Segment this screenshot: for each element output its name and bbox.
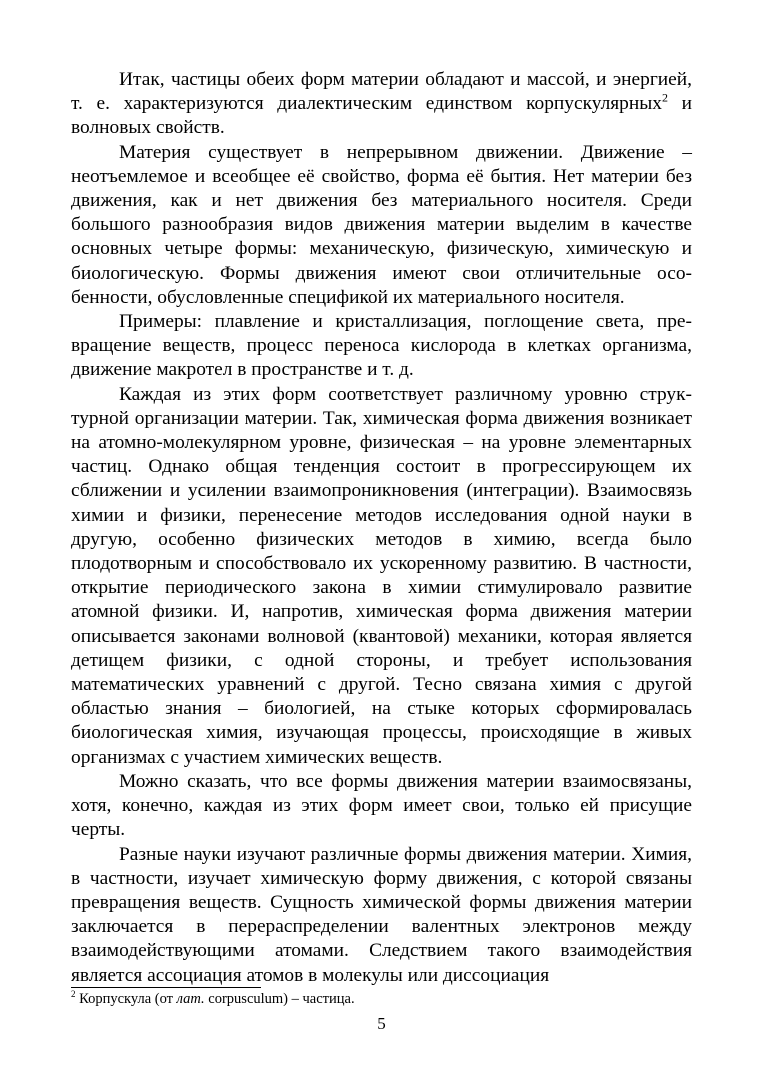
page-body xyxy=(71,68,692,988)
paragraph-1-text: Итак, частицы обеих форм материи обладают и массой, и энергией, т. е. характеризуются диалектическим единством корпускулярных xyxy=(71,69,692,115)
footnote xyxy=(71,990,355,1008)
footnote-prefix: Корпускула (от xyxy=(75,991,177,1007)
paragraph-1-tail: и волновых свойств. xyxy=(71,93,692,139)
paragraph-5: Можно сказать, что все формы движения материи взаимосвязаны, хотя, конечно, каждая из этих форм имеет свои, только ей присущие черты. xyxy=(71,770,692,841)
paragraph-2: Материя существует в непрерывном движении. Движение – неотъемлемое и всеобщее её свойство, форма её бытия. Нет материи без движения, как и нет движения без материального носителя. Среди большого разнообразия видов движения материи выделим в качестве основных четыре формы: механическую, физическую, химическую и биологическую. Формы движения имеют свои отличительные особенности, обусловленные спецификой их материального носителя. xyxy=(71,141,692,308)
footnote-mark: 2 xyxy=(71,989,76,1000)
paragraph-6: Разные науки изучают различные формы движения материи. Химия, в частности, изучает химическую форму движения, с которой связаны превращения веществ. Сущность химической формы движения материи заключается в перераспределении валентных электронов между взаимодействующими атомами. Следствием такого взаимодействия является ассоциация атомов в молекулы или диссоциация xyxy=(71,843,692,986)
page-number: 5 xyxy=(377,1014,386,1033)
footnote-divider xyxy=(71,987,261,988)
paragraph-4: Каждая из этих форм соответствует различному уровню структурной организации материи. Так, химическая форма движения возникает на атомно-молекулярном уровне, физическая – на уровне элементарных частиц. Однако общая тенденция состоит в прогрессирующем их сближении и усилении взаимопроникновения (интеграции). Взаимосвязь химии и физики, перенесение методов исследования одной науки в другую, особенно физических методов в химию, всегда было плодотворным и способствовало их ускоренному развитию. В частности, открытие периодического закона в химии стимулировало развитие атомной физики. И, напротив, химическая форма движения материи описывается законами волновой (квантовой) механики, которая является детищем физики, с одной стороны, и требует использования математических уравнений с другой. Тесно связана химия с другой областью знания – биологией, на стыке которых сформировалась биологическая химия, изучающая процессы, происходящие в живых организмах с участием химических веществ. xyxy=(71,383,692,768)
paragraph-3: Примеры: плавление и кристаллизация, поглощение света, превращение веществ, процесс переноса кислорода в клетках организма, движение макротел в пространстве и т. д. xyxy=(71,311,692,381)
paragraph-1 xyxy=(71,68,692,141)
footnote-italic: лат. xyxy=(176,991,205,1007)
footnote-suffix: corpusculum) – частица. xyxy=(204,991,355,1007)
footnote-reference[interactable]: 2 xyxy=(661,90,668,105)
